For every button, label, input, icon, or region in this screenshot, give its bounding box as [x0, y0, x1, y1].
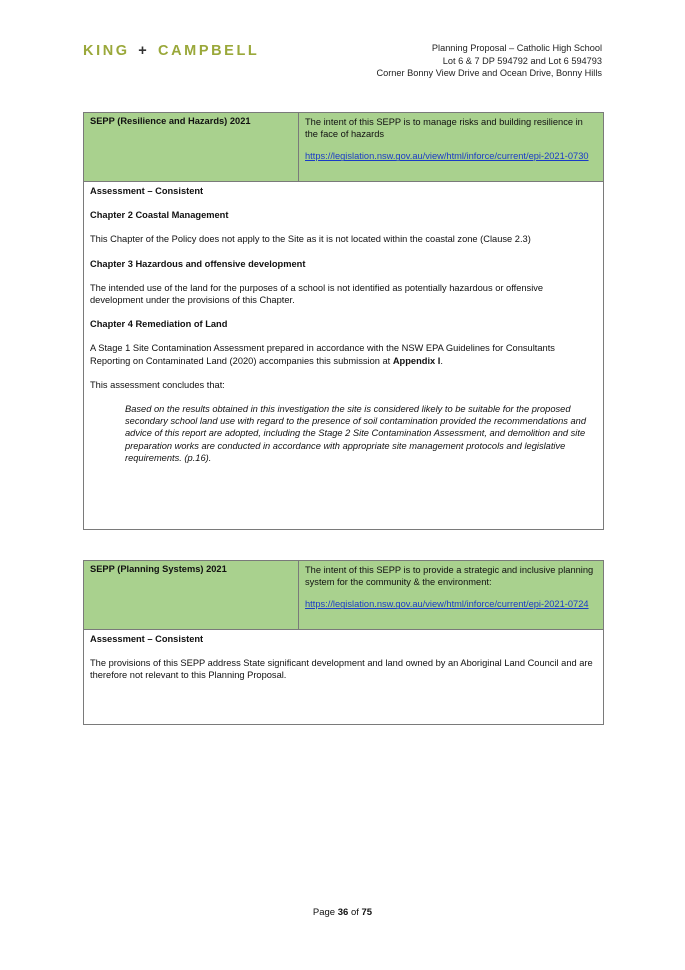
- chapter-3-text: The intended use of the land for the purposes of a school is not identified as potentially hazardous or offensive development under the provisions of this Chapter.: [90, 282, 544, 306]
- chapter-4-text: [90, 342, 597, 366]
- assessment-heading: Assessment – Consistent: [90, 186, 204, 196]
- sepp-planning-table: [83, 560, 604, 725]
- page-total: 75: [361, 907, 373, 918]
- table-body-row: [84, 182, 604, 530]
- sepp-title: SEPP (Planning Systems) 2021: [84, 561, 299, 630]
- logo-word-king: KING: [83, 43, 130, 59]
- legislation-link[interactable]: https://legislation.nsw.gov.au/view/html/inforce/current/epi-2021-0724: [305, 599, 589, 610]
- assessment-cell: [84, 630, 604, 725]
- table-header-row: [84, 113, 604, 182]
- appendix-reference: Appendix I: [392, 355, 441, 366]
- of-label: of: [350, 907, 359, 918]
- chapter-2-heading: Chapter 2 Coastal Management: [90, 210, 229, 221]
- page-number: 36: [337, 907, 349, 918]
- page-label: Page: [312, 907, 336, 918]
- table-header-row: [84, 561, 604, 630]
- conclusion-intro: This assessment concludes that:: [90, 379, 225, 390]
- assessment-cell: [84, 182, 604, 530]
- chapter-4-heading: Chapter 4 Remediation of Land: [90, 319, 228, 330]
- table-body-row: [84, 630, 604, 725]
- sepp-resilience-table: [83, 112, 604, 530]
- header-line-1: Planning Proposal – Catholic High School: [431, 43, 602, 53]
- logo-word-campbell: CAMPBELL: [158, 43, 260, 59]
- page-footer: [0, 907, 685, 918]
- assessment-text: The provisions of this SEPP address State significant development and land owned by an Aboriginal Land Council and are therefore not relevant to this Planning Proposal.: [90, 658, 593, 681]
- sepp-intent-cell: [299, 561, 604, 630]
- sepp-intent: The intent of this SEPP is to provide a strategic and inclusive planning system for the community & the environment:: [305, 565, 594, 588]
- chapter-2-text: This Chapter of the Policy does not apply to the Site as it is not located within the coastal zone (Clause 2.3): [90, 234, 531, 245]
- logo-plus: +: [138, 43, 150, 59]
- company-logo: [83, 43, 259, 59]
- sepp-intent-cell: [299, 113, 604, 182]
- assessment-heading: Assessment – Consistent: [90, 634, 204, 644]
- chapter-3-heading: Chapter 3 Hazardous and offensive development: [90, 258, 306, 269]
- header-line-3: Corner Bonny View Drive and Ocean Drive, Bonny Hills: [376, 68, 602, 78]
- header-line-2: Lot 6 & 7 DP 594792 and Lot 6 594793: [442, 55, 602, 66]
- legislation-link[interactable]: https://legislation.nsw.gov.au/view/html/inforce/current/epi-2021-0730: [305, 151, 589, 162]
- chapter-4-text-main: A Stage 1 Site Contamination Assessment prepared in accordance with the NSW EPA Guidelines for Consultants Reporting on Contaminated Land (2020) accompanies this submission at: [90, 343, 555, 366]
- sepp-title: SEPP (Resilience and Hazards) 2021: [84, 113, 299, 182]
- assessment-quote: Based on the results obtained in this investigation the site is considered likely to be suitable for the proposed secondary school land use with regard to the presence of soil contamination provided the recommendations and advice of this report are adopted, including the Stage 2 Site Contamination Assessment, and demolition and site preparation works are conducted in accordance with appropriate site management protocols and legislative requirements. (p.16).: [125, 404, 586, 463]
- document-header: [376, 42, 602, 80]
- sepp-intent: The intent of this SEPP is to manage risks and building resilience in the face of hazards: [305, 117, 583, 140]
- chapter-4-text-end: .: [440, 355, 443, 366]
